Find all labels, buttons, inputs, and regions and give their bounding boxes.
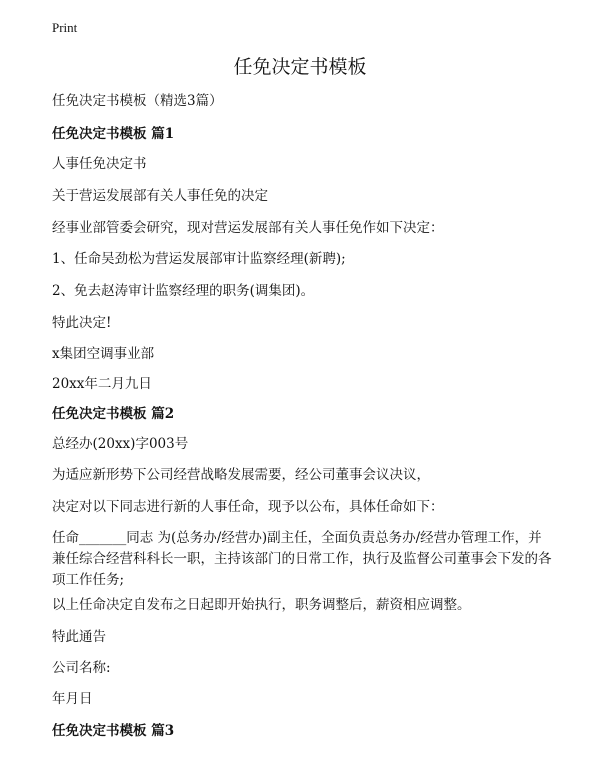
paragraph: 关于营运发展部有关人事任免的决定 bbox=[52, 188, 268, 204]
paragraph: 特此通告 bbox=[52, 629, 106, 645]
paragraph: 人事任免决定书 bbox=[52, 156, 147, 172]
print-label: Print bbox=[52, 20, 78, 35]
paragraph: 为适应新形势下公司经营战略发展需要，经公司董事会议决议， bbox=[52, 467, 430, 483]
document-subtitle: 任免决定书模板（精选3篇） bbox=[52, 93, 223, 109]
paragraph: 决定对以下同志进行新的人事任命，现予以公布，具体任命如下： bbox=[52, 499, 444, 515]
paragraph: 2、免去赵涛审计监察经理的职务(调集团)。 bbox=[52, 283, 315, 299]
section-heading-2: 任免决定书模板 篇2 bbox=[52, 406, 175, 422]
paragraph: 总经办(20xx)字003号 bbox=[52, 436, 189, 452]
paragraph: x集团空调事业部 bbox=[52, 346, 155, 362]
paragraph: 任命_______同志 为(总务办/经营办)副主任，全面负责总务办/经营办管理工作，并兼任综合经营科科长一职，主持该部门的日常工作，执行及监督公司董事会下发的各项工作任务; bbox=[52, 530, 552, 588]
section-heading-3: 任免决定书模板 篇3 bbox=[52, 723, 175, 739]
paragraph: 经事业部管委会研究，现对营运发展部有关人事任免作如下决定： bbox=[52, 220, 444, 236]
paragraph: 年月日 bbox=[52, 691, 93, 707]
paragraph: 以上任命决定自发布之日起即开始执行，职务调整后，薪资相应调整。 bbox=[52, 597, 471, 613]
section-heading-1: 任免决定书模板 篇1 bbox=[52, 126, 175, 142]
document-title: 任免决定书模板 bbox=[233, 56, 367, 78]
paragraph: 20xx年二月九日 bbox=[52, 376, 152, 392]
paragraph: 特此决定! bbox=[52, 315, 112, 331]
paragraph: 公司名称: bbox=[52, 660, 111, 676]
paragraph: 1、任命吴劲松为营运发展部审计监察经理(新聘); bbox=[52, 251, 346, 267]
